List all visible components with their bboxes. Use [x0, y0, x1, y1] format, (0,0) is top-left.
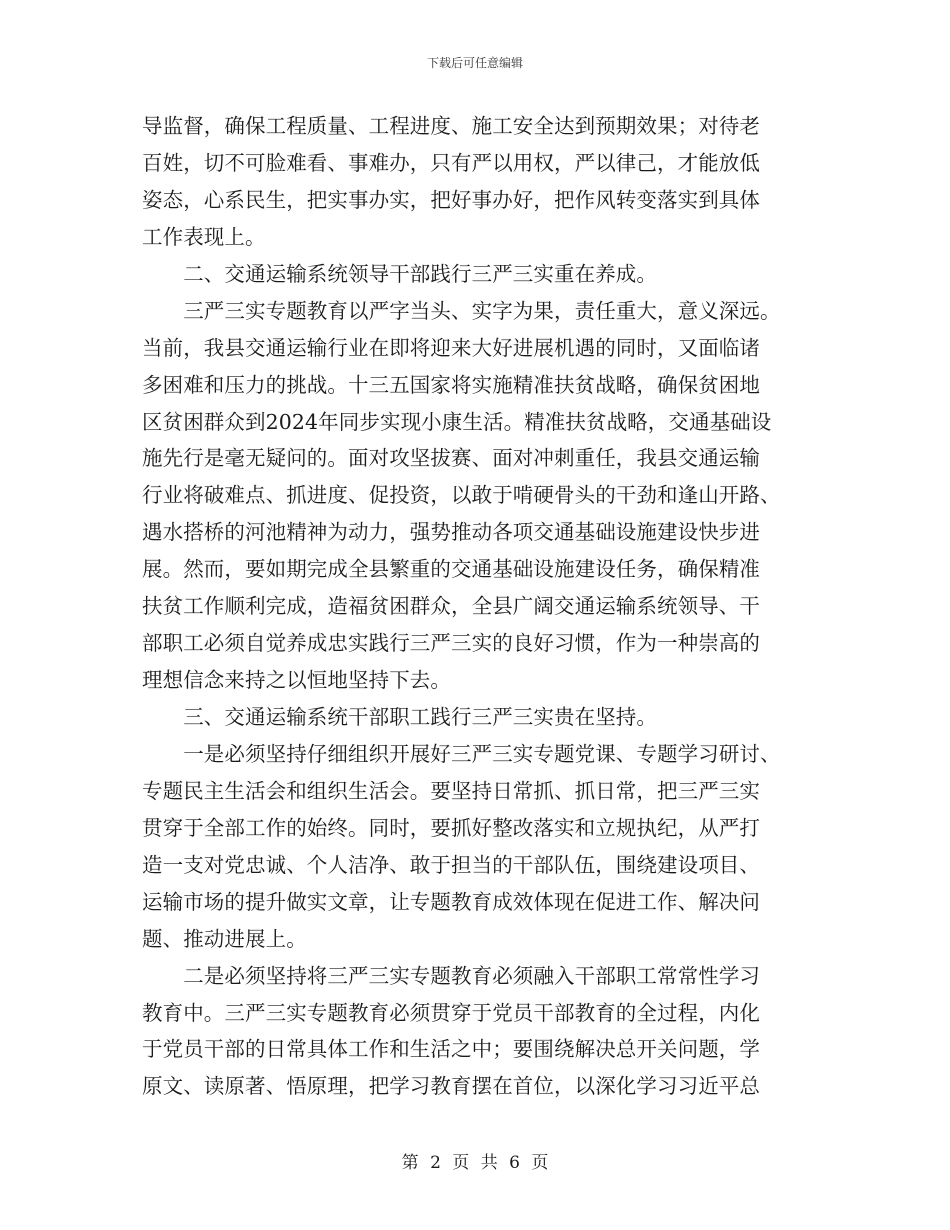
page-number-footer: 第 2 页 共 6 页: [401, 1153, 549, 1173]
text-line: 二是必须坚持将三严三实专题教育必须融入干部职工常常性学习: [142, 963, 760, 988]
text-line: 区贫困群众到2024年同步实现小康生活。精准扶贫战略，交通基础设: [142, 409, 772, 434]
section-heading-3: 三、交通运输系统干部职工践行三严三实贵在坚持。: [142, 705, 657, 729]
page-header: 下载后可任意编辑: [426, 56, 523, 70]
section-heading-2: 二、交通运输系统领导干部践行三严三实重在养成。: [142, 261, 657, 286]
text-line: 专题民主生活会和组织生活会。要坚持日常抓、抓日常，把三严三实: [142, 778, 760, 803]
text-line: 理想信念来持之以恒地坚持下去。: [142, 668, 451, 693]
text-line: 运输市场的提升做实文章，让专题教育成效体现在促进工作、解决问: [142, 889, 760, 914]
text-line: 导监督，确保工程质量、工程进度、施工安全达到预期效果；对待老: [142, 114, 760, 138]
text-line: 一是必须坚持仔细组织开展好三严三实专题党课、专题学习研讨、: [142, 741, 781, 766]
text-line: 行业将破难点、抓进度、促投资，以敢于啃硬骨头的干劲和逢山开路、: [142, 483, 781, 508]
text-line: 遇水搭桥的河池精神为动力，强势推动各项交通基础设施建设快步进: [142, 520, 760, 545]
text-line: 原文、读原著、悟原理，把学习教育摆在首位，以深化学习习近平总: [142, 1074, 760, 1099]
text-line: 百姓，切不可脸难看、事难办，只有严以用权，严以律己，才能放低: [142, 150, 760, 175]
text-line: 姿态，心系民生，把实事办实，把好事办好，把作风转变落实到具体: [142, 187, 760, 212]
text-line: 造一支对党忠诚、个人洁净、敢于担当的干部队伍，围绕建设项目、: [142, 852, 760, 877]
text-line: 多困难和压力的挑战。十三五国家将实施精准扶贫战略，确保贫困地: [142, 372, 760, 397]
text-line: 扶贫工作顺利完成，造福贫困群众，全县广阔交通运输系统领导、干: [142, 594, 760, 619]
text-line: 工作表现上。: [142, 224, 266, 249]
text-line: 三严三实专题教育以严字当头、实字为果，责任重大，意义深远。: [142, 298, 781, 323]
text-line: 当前，我县交通运输行业在即将迎来大好进展机遇的同时，又面临诸: [142, 335, 760, 360]
text-line: 题、推动进展上。: [142, 926, 307, 951]
text-line: 教育中。三严三实专题教育必须贯穿于党员干部教育的全过程，内化: [142, 1000, 760, 1025]
text-line: 施先行是毫无疑问的。面对攻坚拔赛、面对冲刺重任，我县交通运输: [142, 446, 760, 471]
text-line: 展。然而，要如期完成全县繁重的交通基础设施建设任务，确保精准: [142, 557, 760, 582]
text-line: 部职工必须自觉养成忠实践行三严三实的良好习惯，作为一种崇高的: [142, 631, 760, 656]
text-line: 于党员干部的日常具体工作和生活之中；要围绕解决总开关问题，学: [142, 1037, 760, 1062]
text-line: 贯穿于全部工作的始终。同时，要抓好整改落实和立规执纪，从严打: [142, 815, 760, 840]
document-body: [142, 108, 812, 1105]
